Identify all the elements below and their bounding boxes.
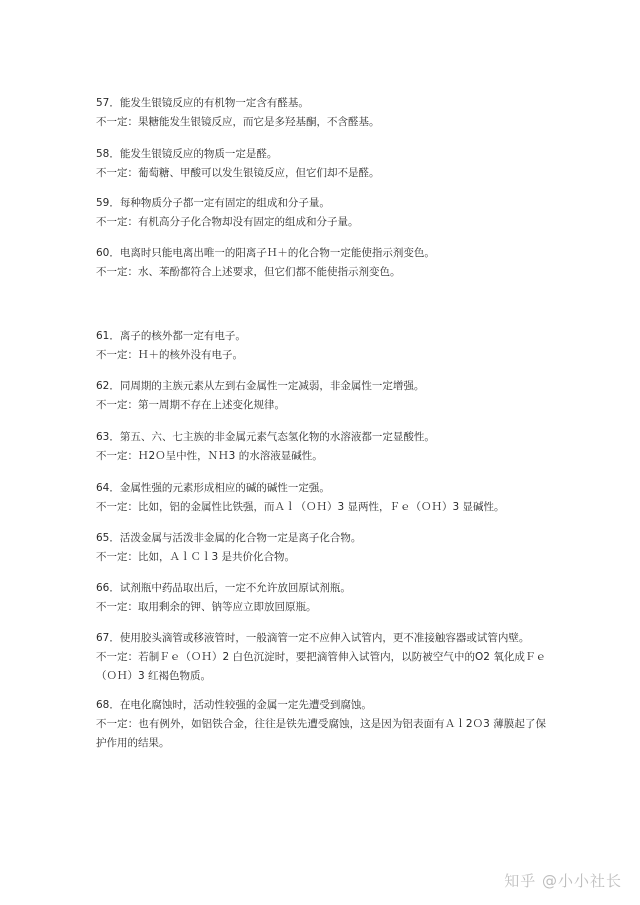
list-item (96, 479, 546, 517)
question-text: 62．同周期的主族元素从左到右金属性一定减弱，非金属性一定增强。 (96, 380, 425, 392)
answer-text: 不一定：葡萄糖、甲酸可以发生银镜反应，但它们却不是醛。 (96, 167, 380, 179)
question-text: 64．金属性强的元素形成相应的碱的碱性一定强。 (96, 482, 330, 494)
question-text: 67．使用胶头滴管或移液管时，一般滴管一定不应伸入试管内，更不准接触容器或试管内壁。 (96, 632, 530, 644)
question-text: 65．活泼金属与活泼非金属的化合物一定是离子化合物。 (96, 532, 362, 544)
question-text: 66．试剂瓶中药品取出后，一定不允许放回原试剂瓶。 (96, 582, 351, 594)
question-text: 60．电离时只能电离出唯一的阳离子Ｈ＋的化合物一定能使指示剂变色。 (96, 247, 435, 259)
question-text: 68．在电化腐蚀时，活动性较强的金属一定先遭受到腐蚀。 (96, 699, 372, 711)
answer-text: 不一定：Ｈ＋的核外没有电子。 (96, 349, 243, 361)
question-text: 61．离子的核外都一定有电子。 (96, 330, 246, 342)
watermark: 知乎 @小小社长 (504, 872, 622, 890)
question-text: 58．能发生银镜反应的物质一定是醛。 (96, 148, 278, 160)
answer-text: 不一定：果糖能发生银镜反应，而它是多羟基酮，不含醛基。 (96, 116, 380, 128)
answer-text: 不一定：比如，铝的金属性比铁强，而Ａｌ（ＯＨ）3 显两性，Ｆｅ（ＯＨ）3 显碱性。 (96, 501, 505, 513)
list-item (96, 696, 546, 753)
list-item (96, 94, 546, 132)
list-item (96, 629, 546, 686)
list-item (96, 244, 546, 282)
answer-text: 不一定：Ｈ2Ｏ呈中性，ＮＨ3 的水溶液显碱性。 (96, 450, 323, 462)
answer-text: 不一定：也有例外，如铝铁合金，往往是铁先遭受腐蚀，这是因为铝表面有Ａｌ2Ｏ3 薄膜起了保护作用的结果。 (96, 718, 546, 749)
list-item (96, 529, 546, 567)
list-item (96, 579, 546, 617)
answer-text: 不一定：第一周期不存在上述变化规律。 (96, 399, 285, 411)
answer-text: 不一定：有机高分子化合物却没有固定的组成和分子量。 (96, 216, 359, 228)
answer-text: 不一定：比如，ＡｌＣｌ3 是共价化合物。 (96, 551, 296, 563)
list-item (96, 428, 546, 466)
question-text: 59．每种物质分子都一定有固定的组成和分子量。 (96, 197, 330, 209)
list-item (96, 145, 546, 183)
question-text: 57．能发生银镜反应的有机物一定含有醛基。 (96, 97, 309, 109)
list-item (96, 194, 546, 232)
question-text: 63．第五、六、七主族的非金属元素气态氢化物的水溶液都一定显酸性。 (96, 431, 435, 443)
answer-text: 不一定：取用剩余的钾、钠等应立即放回原瓶。 (96, 601, 317, 613)
list-item (96, 327, 546, 365)
answer-text: 不一定：水、苯酚都符合上述要求，但它们都不能使指示剂变色。 (96, 266, 401, 278)
list-item (96, 377, 546, 415)
answer-text: 不一定：若制Ｆｅ（ＯＨ）2 白色沉淀时，要把滴管伸入试管内，以防被空气中的O2 氧化成Ｆｅ（ＯＨ）3 红褐色物质。 (96, 651, 546, 682)
